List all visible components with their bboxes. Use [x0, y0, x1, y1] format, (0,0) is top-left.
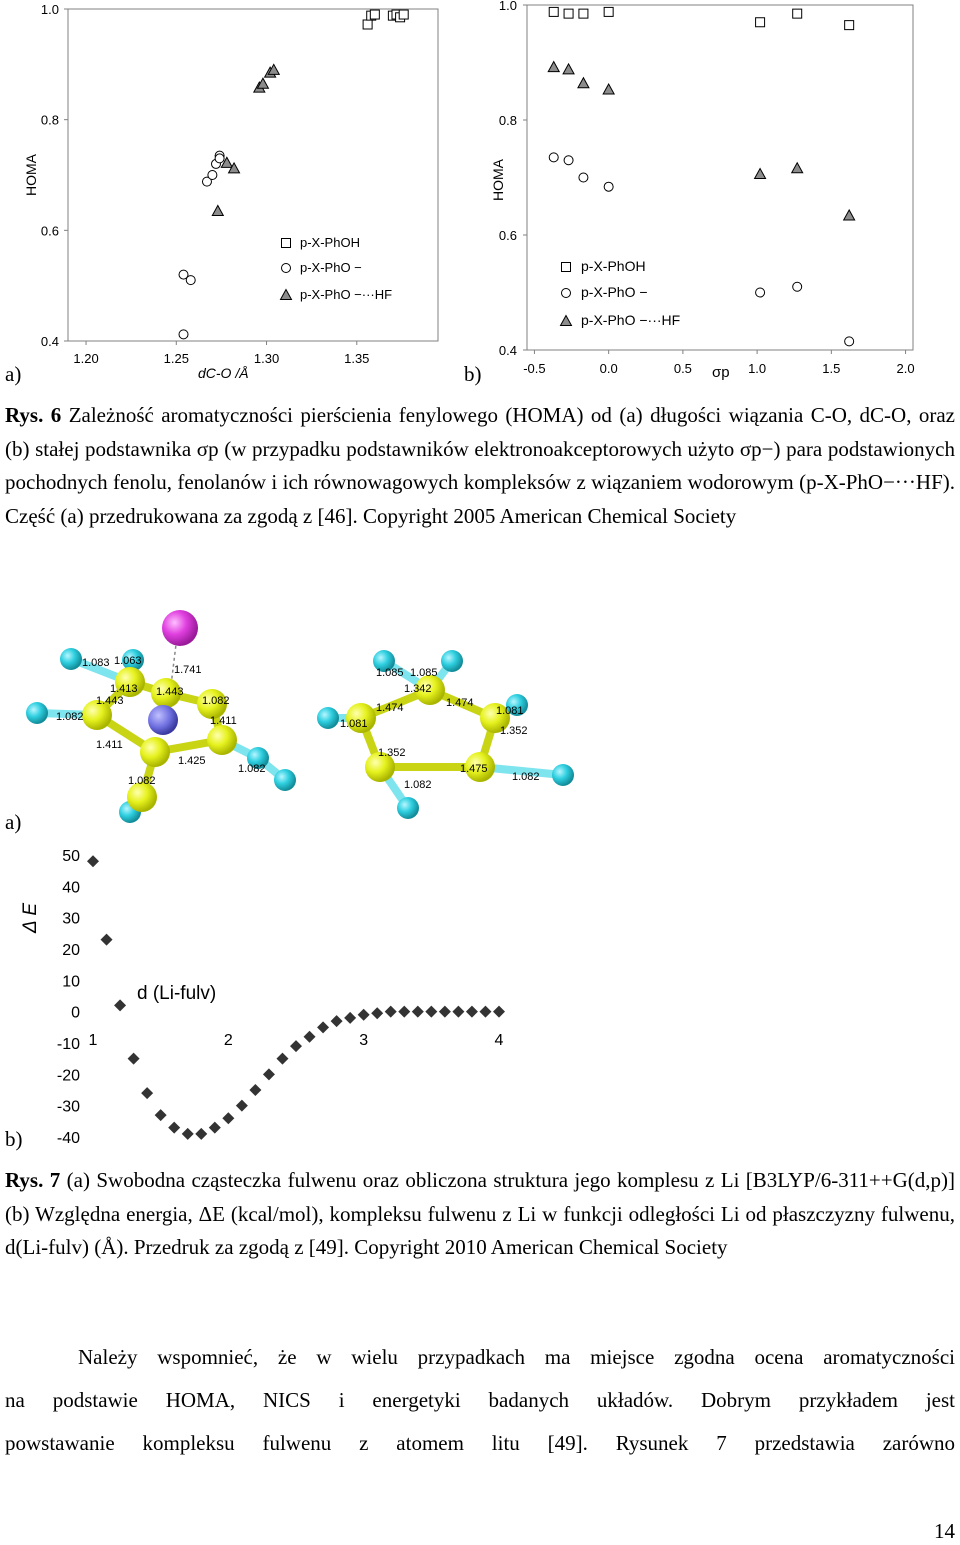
- bond-length-label: 1.082: [128, 775, 156, 787]
- y-tick-label: 1.0: [498, 0, 517, 13]
- fig6-caption-text: Zależność aromatyczności pierścienia fenylowego (HOMA) od (a) długości wiązania C-O, dC-O, oraz (b) stałej podstawnika σp (w przypadku podstawników elektronoakceptorowych użyto σp−) para podstawionych pochodnych fenolu, fenolanów i ich równowagowych kompleksów z wiązaniem wodorowym (p-X-PhO−···HF). Część (a) przedrukowana za zgodą z [46]. Copyright 2005 American Chemical Society: [5, 403, 956, 528]
- data-point: [452, 1006, 464, 1018]
- x-tick-label: 1: [88, 1032, 98, 1049]
- data-point: [276, 1053, 288, 1065]
- data-point: [114, 999, 126, 1011]
- data-point: [370, 10, 379, 19]
- fig6-caption-number: 6: [50, 403, 62, 427]
- data-point: [844, 210, 855, 220]
- x-tick-label: 1.35: [344, 351, 370, 366]
- y-tick-label: 0.6: [40, 223, 59, 239]
- data-point: [358, 1009, 370, 1021]
- y-tick-label: -30: [56, 1098, 80, 1116]
- data-point: [398, 1006, 410, 1018]
- bond-length-label: 1.082: [56, 711, 84, 723]
- y-tick-label: -20: [56, 1067, 80, 1085]
- y-tick-label: 0.8: [498, 113, 517, 128]
- fig6-panel-a-label: a): [5, 362, 22, 386]
- bond-length-label: 1.083: [82, 657, 110, 669]
- bond-length-label: 1.082: [202, 695, 230, 707]
- data-point: [304, 1031, 316, 1043]
- bond-length-label: 1.352: [500, 725, 528, 737]
- fig7-panel-b-label: b): [5, 1127, 23, 1151]
- x-tick-label: 1.5: [822, 361, 841, 376]
- data-point: [578, 78, 589, 88]
- data-point: [186, 276, 195, 285]
- carbon-atom: [207, 725, 237, 755]
- legend-marker: [281, 290, 292, 300]
- data-point: [412, 1006, 424, 1018]
- bond-length-label: 1.081: [340, 718, 368, 730]
- data-point: [792, 163, 803, 173]
- bond-length-label: 1.063: [114, 655, 142, 667]
- bond-length-label: 1.443: [156, 686, 184, 698]
- y-tick-label: 20: [62, 942, 80, 959]
- y-tick-label: 0.6: [498, 228, 517, 243]
- bond-length-label: 1.474: [446, 697, 474, 709]
- bond-length-label: 1.085: [410, 667, 438, 679]
- data-point: [793, 9, 802, 18]
- data-point: [209, 1122, 221, 1134]
- fig6a-chart: [0, 0, 960, 390]
- y-tick-label: 1.0: [40, 2, 59, 17]
- body-line: Należy wspomnieć, że w wielu przypadkach ma miejsce zgodna ocena aromatyczności: [78, 1345, 955, 1369]
- x-tick-label: -0.5: [523, 361, 546, 376]
- x-tick-label: 3: [359, 1032, 369, 1049]
- hydrogen-atom: [274, 769, 296, 791]
- data-point: [331, 1015, 343, 1027]
- legend-entry: p-X-PhO −···HF: [581, 312, 681, 328]
- data-point: [493, 1006, 505, 1018]
- legend-marker: [561, 316, 572, 326]
- fig7-caption-number: 7: [49, 1168, 61, 1192]
- bond-length-label: 1.413: [110, 683, 138, 695]
- legend-entry: p-X-PhO −···HF: [300, 287, 393, 302]
- lithium-atom: [162, 610, 198, 646]
- data-point: [399, 10, 408, 19]
- data-point: [371, 1007, 383, 1019]
- bond-length-label: 1.411: [210, 715, 237, 727]
- data-point: [793, 282, 802, 291]
- data-point: [479, 1006, 491, 1018]
- data-point: [756, 288, 765, 297]
- bond-length-label: 1.082: [404, 779, 432, 791]
- data-point: [208, 171, 217, 180]
- hydrogen-atom: [552, 764, 574, 786]
- x-axis-label: dC-O /Å: [198, 365, 249, 381]
- x-tick-label: 1.0: [748, 361, 767, 376]
- y-axis-label: HOMA: [23, 154, 39, 196]
- data-point: [604, 182, 613, 191]
- bond-length-label: 1.081: [496, 705, 524, 717]
- y-tick-label: 0.4: [40, 334, 59, 349]
- data-point: [179, 330, 188, 339]
- legend-entry: p-X-PhOH: [300, 235, 360, 250]
- bond-length-label: 1.411: [96, 739, 123, 751]
- data-point: [549, 7, 558, 16]
- fig7-panel-a-label: a): [5, 810, 22, 834]
- data-point: [563, 64, 574, 74]
- data-point: [756, 18, 765, 27]
- bond-length-label: 1.474: [376, 702, 404, 714]
- hydrogen-atom: [397, 797, 419, 819]
- legend-entry: p-X-PhOH: [581, 258, 646, 274]
- data-point: [549, 153, 558, 162]
- legend-marker: [282, 239, 291, 248]
- bond-length-label: 1.741: [174, 664, 202, 676]
- data-point: [128, 1053, 140, 1065]
- data-point: [317, 1021, 329, 1033]
- bond-length-label: 1.443: [96, 695, 124, 707]
- x-tick-label: 0.5: [673, 361, 692, 376]
- bond-length-label: 1.082: [512, 771, 540, 783]
- y-axis-label: HOMA: [490, 159, 506, 201]
- carbon-atom: [140, 737, 170, 767]
- hydrogen-atom: [441, 650, 463, 672]
- data-point: [755, 169, 766, 179]
- x-axis-label: d (Li-fulv): [137, 983, 217, 1004]
- data-point: [579, 9, 588, 18]
- data-point: [548, 62, 559, 72]
- y-tick-label: -40: [56, 1130, 80, 1147]
- data-point: [155, 1109, 167, 1121]
- fig7-caption: [5, 1164, 955, 1265]
- fig7-caption-prefix: Rys.: [5, 1168, 44, 1192]
- fig7-caption-text: (a) Swobodna cząsteczka fulwenu oraz obliczona struktura jego komplesu z Li [B3LYP/6-311++G(d,p)] (b) Względna energia, ΔE (kcal/mol), kompleksu fulwenu z Li w funkcji odległości Li od płaszczyzny fulwenu, d(Li-fulv) (Å). Przedruk za zgodą z [49]. Copyright 2010 American Chemical Society: [5, 1168, 956, 1259]
- fig7a-molecules: [0, 600, 960, 840]
- body-line: na podstawie HOMA, NICS i energetyki badanych układów. Dobrym przykładem jest: [5, 1388, 955, 1412]
- fig6-caption: [5, 399, 955, 533]
- data-point: [249, 1084, 261, 1096]
- x-tick-label: 1.25: [163, 351, 189, 366]
- data-point: [845, 21, 854, 30]
- data-point: [603, 84, 614, 94]
- fig7b-chart: [0, 840, 960, 1150]
- fig6-panel-b-label: b): [464, 362, 482, 386]
- x-tick-label: 4: [494, 1032, 504, 1049]
- data-point: [564, 156, 573, 165]
- y-tick-label: -10: [56, 1036, 80, 1053]
- x-tick-label: 0.0: [599, 361, 618, 376]
- data-point: [439, 1006, 451, 1018]
- legend-marker: [282, 264, 291, 273]
- x-tick-label: 2: [223, 1032, 233, 1049]
- y-tick-label: 30: [62, 910, 80, 928]
- legend-marker: [562, 263, 571, 272]
- data-point: [141, 1087, 153, 1099]
- data-point: [215, 154, 224, 163]
- hydrogen-atom: [60, 648, 82, 670]
- page-number: 14: [934, 1519, 955, 1543]
- data-point: [425, 1006, 437, 1018]
- x-axis-label: σp: [712, 364, 730, 381]
- body-paragraph: [5, 1336, 955, 1465]
- data-point: [363, 20, 372, 29]
- bond-length-label: 1.475: [460, 763, 488, 775]
- data-point: [604, 7, 613, 16]
- data-point: [466, 1006, 478, 1018]
- fig6-caption-prefix: Rys.: [5, 403, 44, 427]
- bond-length-label: 1.082: [238, 763, 266, 775]
- bond-length-label: 1.352: [378, 747, 406, 759]
- ring-centroid: [148, 705, 178, 735]
- x-tick-label: 2.0: [896, 361, 915, 376]
- data-point: [290, 1040, 302, 1052]
- y-tick-label: 50: [62, 848, 80, 865]
- bond-length-label: 1.342: [404, 683, 432, 695]
- data-point: [263, 1068, 275, 1080]
- legend-entry: p-X-PhO −: [581, 284, 648, 300]
- data-point: [579, 173, 588, 182]
- data-point: [344, 1012, 356, 1024]
- hydrogen-atom: [26, 702, 48, 724]
- data-point: [168, 1122, 180, 1134]
- hydrogen-atom: [317, 707, 339, 729]
- legend-entry: p-X-PhO −: [300, 260, 362, 275]
- data-point: [564, 9, 573, 18]
- y-tick-label: 0.4: [498, 343, 517, 358]
- data-point: [385, 1006, 397, 1018]
- y-tick-label: 40: [62, 879, 80, 897]
- data-point: [845, 337, 854, 346]
- body-line: powstawanie kompleksu fulwenu z atomem litu [49]. Rysunek 7 przedstawia zarówno: [5, 1431, 955, 1455]
- data-point: [236, 1100, 248, 1112]
- data-point: [182, 1128, 194, 1140]
- bond-length-label: 1.425: [178, 755, 206, 767]
- data-point: [212, 205, 223, 215]
- x-tick-label: 1.30: [253, 351, 280, 366]
- data-point: [195, 1128, 207, 1140]
- data-point: [87, 855, 99, 867]
- y-axis-label: Δ E: [20, 903, 41, 933]
- bond-length-label: 1.085: [376, 667, 404, 679]
- y-tick-label: 10: [62, 973, 80, 991]
- legend-marker: [562, 289, 571, 298]
- y-tick-label: 0: [71, 1004, 80, 1022]
- data-point: [101, 934, 113, 946]
- x-tick-label: 1.20: [73, 351, 99, 366]
- data-point: [222, 1112, 234, 1124]
- y-tick-label: 0.8: [40, 112, 59, 128]
